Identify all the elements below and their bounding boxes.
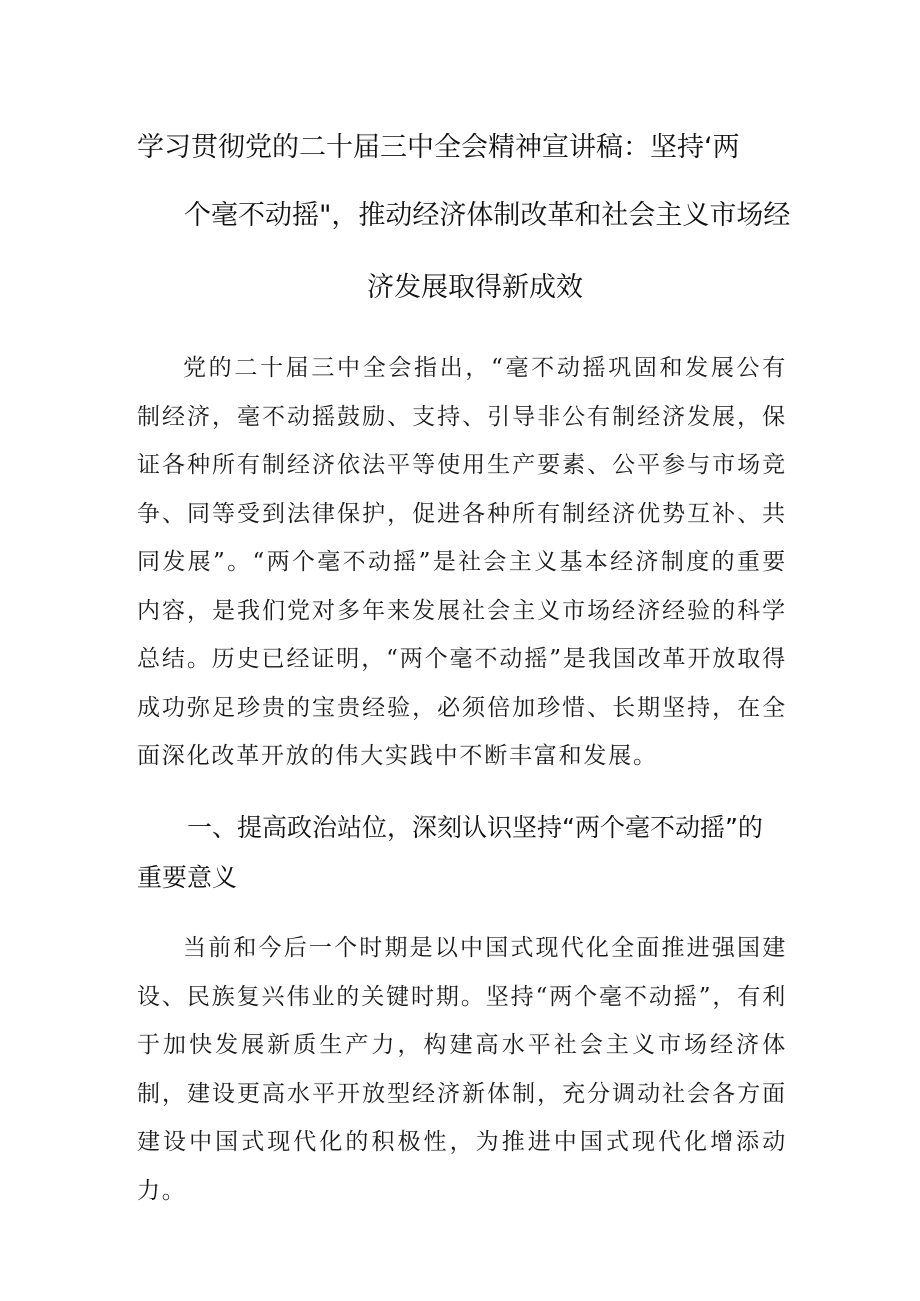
document-title-line-1: 学习贯彻党的二十届三中全会精神宣讲稿：坚持‘两: [137, 132, 740, 163]
document-title-line-2: 个毫不动摇"，推动经济体制改革和社会主义市场经: [184, 200, 791, 231]
body-paragraph-2: 当前和今后一个时期是以中国式现代化全面推进强国建设、民族复兴伟业的关键时期。坚持“两个毫不动摇”，有利于加快发展新质生产力，构建高水平社会主义市场经济体制，建设更高水平开放型经济新体制，充分调动社会各方面建设中国式现代化的积极性，为推进中国式现代化增添动力。: [137, 935, 787, 1204]
body-paragraph-1: 党的二十届三中全会指出，“毫不动摇巩固和发展公有制经济，毫不动摇鼓励、支持、引导非公有制经济发展，保证各种所有制经济依法平等使用生产要素、公平参与市场竞争、同等受到法律保护，促进各种所有制经济优势互补、共同发展”。“两个毫不动摇”是社会主义基本经济制度的重要内容，是我们党对多年来发展社会主义市场经济经验的科学总结。历史已经证明，“两个毫不动摇”是我国改革开放取得成功弥足珍贵的宝贵经验，必须倍加珍惜、长期坚持，在全面深化改革开放的伟大实践中不断丰富和发展。: [137, 355, 787, 769]
document-title-line-3: 济发展取得新成效: [367, 272, 583, 303]
section-heading-1: 一、提高政治站位，深刻认识坚持“两个毫不动摇”的重要意义: [137, 813, 763, 892]
